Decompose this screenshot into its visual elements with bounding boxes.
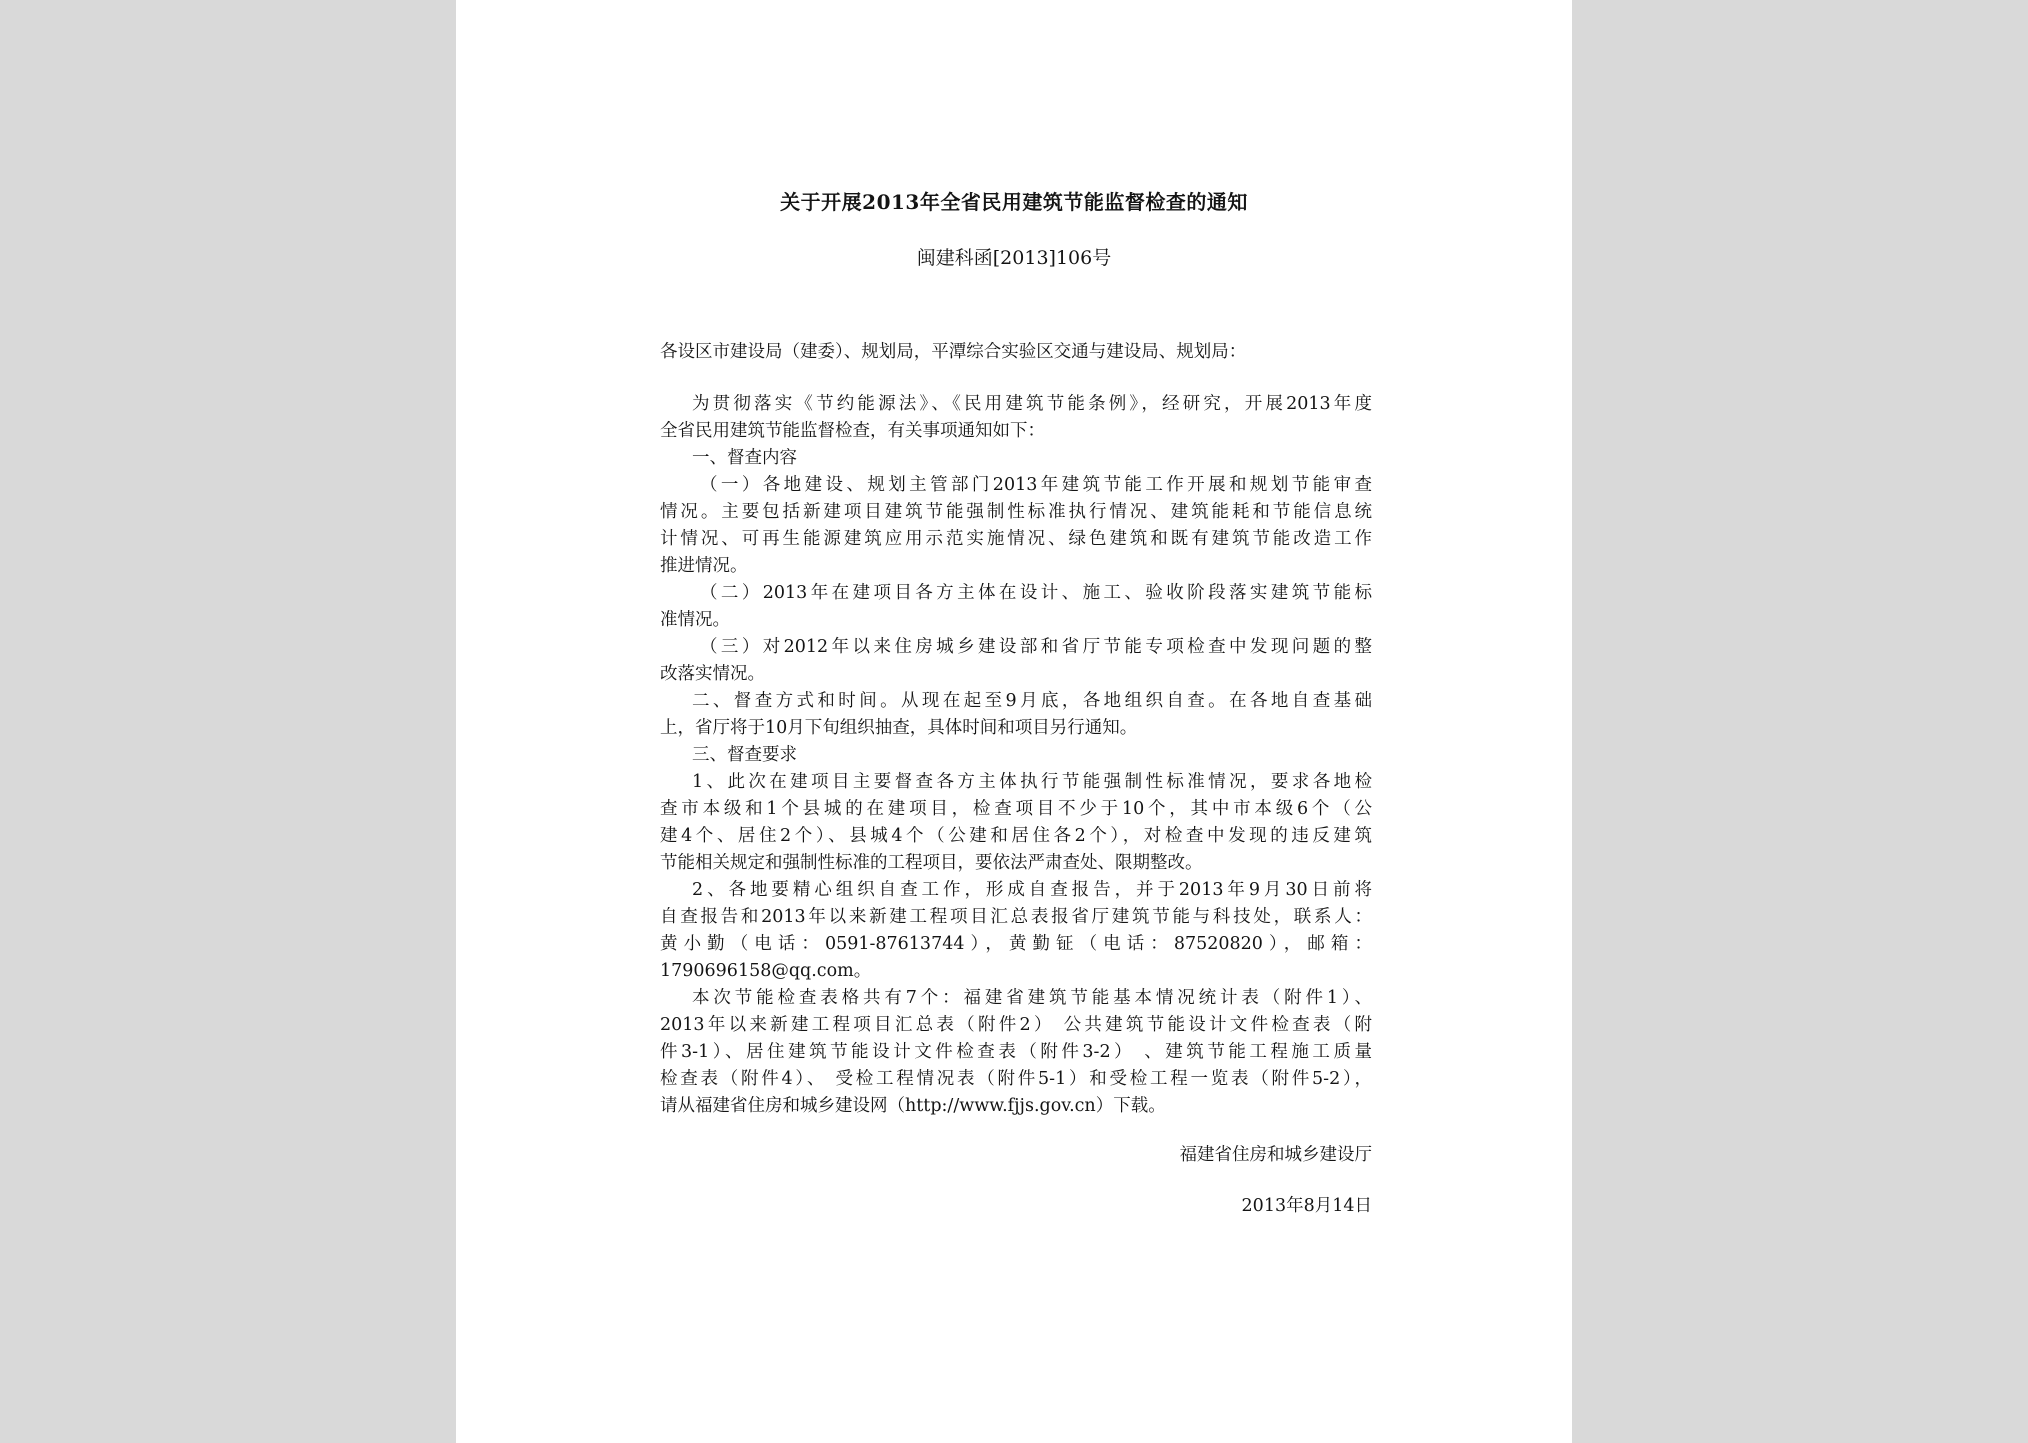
paragraph-line: 自查报告和2013年以来新建工程项目汇总表报省厅建筑节能与科技处，联系人：: [660, 907, 1372, 927]
document-page: [456, 0, 1572, 1443]
paragraph-line: 推进情况。: [660, 556, 748, 576]
document-title: 关于开展2013年全省民用建筑节能监督检查的通知: [780, 190, 1248, 214]
paragraph-line: 准情况。: [660, 610, 730, 630]
paragraph-line: 请从福建省住房和城乡建设网（http://www.fjjs.gov.cn）下载。: [660, 1096, 1166, 1116]
email-line: 1790696158@qq.com。: [660, 961, 872, 981]
paragraph-line: 改落实情况。: [660, 664, 765, 684]
paragraph-line: 检查表（附件4）、 受检工程情况表（附件5-1）和受检工程一览表（附件5-2），: [660, 1069, 1372, 1089]
paragraph-line: 2013年以来新建工程项目汇总表（附件2） 公共建筑节能设计文件检查表（附: [660, 1015, 1372, 1035]
section-heading: 一、督查内容: [692, 448, 797, 468]
paragraph-line: （三）对2012年以来住房城乡建设部和省厅节能专项检查中发现问题的整: [700, 637, 1372, 657]
paragraph-line: 情况。主要包括新建项目建筑节能强制性标准执行情况、建筑能耗和节能信息统: [660, 502, 1372, 522]
paragraph-line: 二、督查方式和时间。从现在起至9月底，各地组织自查。在各地自查基础: [692, 691, 1372, 711]
document-number: 闽建科函[2013]106号: [916, 247, 1112, 269]
paragraph-line: 件3-1）、居住建筑节能设计文件检查表（附件3-2） 、建筑节能工程施工质量: [660, 1042, 1372, 1062]
paragraph-line: 1、此次在建项目主要督查各方主体执行节能强制性标准情况，要求各地检: [692, 772, 1372, 792]
paragraph-line: 节能相关规定和强制性标准的工程项目，要依法严肃查处、限期整改。: [660, 853, 1203, 873]
paragraph-line: 查市本级和1个县城的在建项目，检查项目不少于10个，其中市本级6个（公: [660, 799, 1372, 819]
issuer-signature: 福建省住房和城乡建设厅: [1179, 1145, 1372, 1165]
issue-date: 2013年8月14日: [1241, 1196, 1372, 1216]
paragraph-line: 上，省厅将于10月下旬组织抽查，具体时间和项目另行通知。: [660, 718, 1138, 738]
section-heading: 三、督查要求: [692, 745, 797, 765]
addressee: 各设区市建设局（建委）、规划局，平潭综合实验区交通与建设局、规划局：: [660, 342, 1247, 362]
paragraph-line: （二）2013年在建项目各方主体在设计、施工、验收阶段落实建筑节能标: [700, 583, 1372, 603]
paragraph-line: 计情况、可再生能源建筑应用示范实施情况、绿色建筑和既有建筑节能改造工作: [660, 529, 1372, 549]
paragraph-line: 黄小勤（电话：0591-87613744），黄勤钲（电话：87520820），邮箱：: [660, 934, 1372, 954]
paragraph-line: 2、各地要精心组织自查工作，形成自查报告，并于2013年9月30日前将: [692, 880, 1372, 900]
paragraph-line: （一）各地建设、规划主管部门2013年建筑节能工作开展和规划节能审查: [700, 475, 1372, 495]
paragraph-line: 为贯彻落实《节约能源法》、《民用建筑节能条例》，经研究，开展2013年度: [692, 394, 1372, 414]
paragraph-line: 全省民用建筑节能监督检查，有关事项通知如下：: [660, 421, 1045, 441]
paragraph-line: 建4个、居住2个）、县城4个（公建和居住各2个），对检查中发现的违反建筑: [660, 826, 1372, 846]
paragraph-line: 本次节能检查表格共有7个：福建省建筑节能基本情况统计表（附件1）、: [692, 988, 1372, 1008]
